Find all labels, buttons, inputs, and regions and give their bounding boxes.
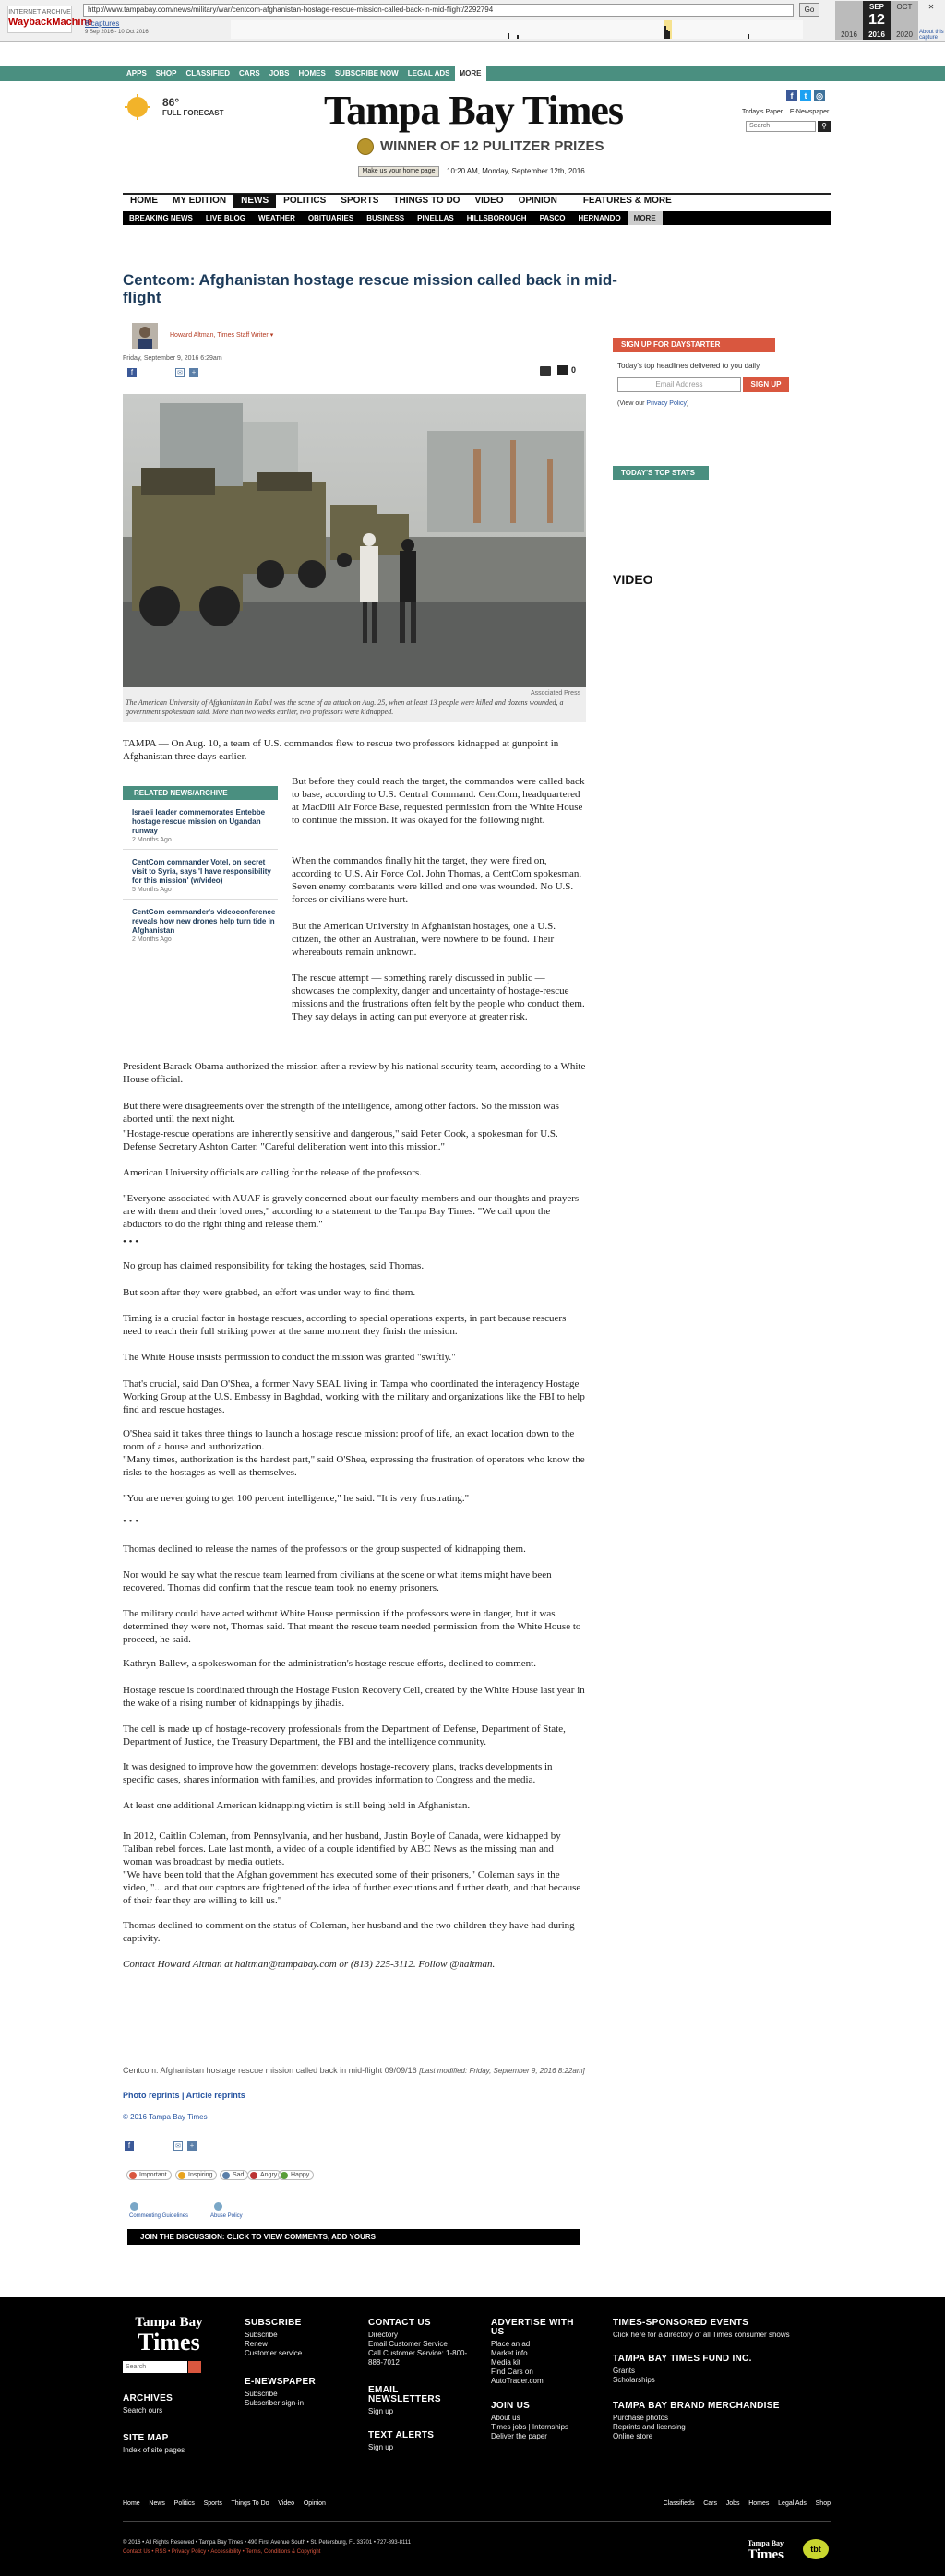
article-paragraph: The rescue attempt — something rarely discussed in public — showcases the complexity, danger and uncertainty of hostage-rescue missions and the frustrations often felt by the people who conduct them. They say delays in acting can put everyone at greater risk. (292, 972, 585, 1022)
reaction-label: Important (139, 2172, 167, 2178)
related-heading: RELATED NEWS/ARCHIVE (123, 786, 278, 800)
reaction-label: Angry (260, 2172, 278, 2178)
article-paragraph: That's crucial, said Dan O'Shea, a former Navy SEAL living in Tampa who coordinated the interagency Hostage Working Group at the U.S. Embassy in Baghdad, working with the military and organizations like the FBI to help find and rescue hostages. (123, 1378, 585, 1415)
footer-link[interactable]: Deliver the paper (491, 2432, 547, 2440)
footer-heading: TAMPA BAY TIMES FUND INC. (613, 2354, 752, 2364)
capture-bar[interactable] (668, 31, 670, 39)
site-footer (0, 2297, 945, 2576)
wayback-sparkline[interactable] (231, 20, 803, 39)
article-paragraph: But the American University in Afghanistan hostages, one a U.S. citizen, the other an Australian, were nowhere to be found. Their whereabouts remain unknown. (292, 921, 556, 958)
current-datetime: 10:20 AM, Monday, September 12th, 2016 (447, 167, 585, 175)
footer-link[interactable]: Media kit (491, 2358, 521, 2367)
topnav-item[interactable]: CARS (239, 69, 260, 78)
nav-politics[interactable]: POLITICS (283, 196, 327, 206)
subnav-item[interactable]: BREAKING NEWS (129, 214, 193, 222)
footer-nav-link[interactable]: News (149, 2500, 165, 2507)
footer-heading: ARCHIVES (123, 2393, 173, 2403)
article-lede: TAMPA — On Aug. 10, a team of U.S. commandos flew to rescue two professors kidnapped at gunpoint in Afghanistan three days earlier. (123, 738, 559, 762)
full-forecast-link[interactable]: FULL FORECAST (162, 109, 224, 117)
related-item-age: 2 Months Ago (132, 936, 172, 943)
wayback-go-button[interactable]: Go (799, 3, 819, 17)
footer-heading: CONTACT US (368, 2318, 431, 2328)
top-utility-nav (122, 66, 486, 81)
facebook-icon[interactable]: f (786, 90, 797, 101)
reaction-important[interactable] (126, 2170, 172, 2180)
section-divider: • • • (123, 1516, 139, 1527)
article-paragraph: O'Shea said it takes three things to launch a hostage rescue mission: proof of life, an exact location down to the room of a house and authorization. (123, 1428, 575, 1452)
privacy-policy-link[interactable]: Privacy Policy (646, 400, 687, 407)
footer-sitemap (123, 2434, 185, 2455)
footer-link[interactable]: Sign up (368, 2443, 394, 2451)
footer-heading: JOIN US (491, 2401, 531, 2411)
wayback-toolbar (0, 0, 945, 42)
footer-link[interactable]: Customer service (245, 2349, 303, 2357)
email-field[interactable]: Email Address (617, 377, 741, 392)
topnav-item[interactable]: SHOP (155, 69, 177, 78)
search-icon[interactable] (188, 2361, 201, 2373)
share-more-icon[interactable]: + (187, 2141, 197, 2151)
signup-button[interactable]: SIGN UP (743, 377, 789, 392)
article-paragraph: Nor would he say what the rescue team learned from civilians at the scene or what items might have been recovered. Thomas did confirm that the rescue team took no enemy prisoners. (123, 1569, 552, 1593)
abuse-policy-link[interactable]: Abuse Policy (210, 2213, 243, 2219)
article-paragraph: "Hostage-rescue operations are inherently sensitive and dangerous," said Peter Cook, a spokesman for U.S. Defense Secretary Ashton Carter. "Careful deliberation went into this mission." (123, 1128, 558, 1152)
footer-heading: ADVERTISE WITH US (491, 2318, 574, 2337)
wayback-logo[interactable]: INTERNET ARCHIVE WaybackMachine (7, 6, 72, 33)
instagram-icon[interactable]: ◎ (814, 90, 825, 101)
topnav-item[interactable]: JOBS (269, 69, 290, 78)
nav-things-to-do[interactable]: THINGS TO DO (393, 196, 461, 206)
topnav-item[interactable]: CLASSIFIED (185, 69, 231, 78)
capture-bar[interactable] (666, 30, 668, 39)
footer-link[interactable]: Index of site pages (123, 2446, 185, 2454)
footer-bottom-nav (123, 2500, 831, 2511)
wayback-captures-link[interactable]: 8 captures (85, 19, 120, 28)
article-headline: Centcom: Afghanistan hostage rescue mission called back in mid-flight (123, 271, 617, 306)
article-paragraph: But soon after they were grabbed, an effort was under way to find them. (123, 1287, 416, 1298)
video-heading: VIDEO (613, 572, 653, 587)
nav-features[interactable]: FEATURES & MORE (582, 196, 672, 206)
footer-logo-line2: Times (138, 2329, 200, 2355)
footer-fund (613, 2355, 834, 2385)
todays-paper-link[interactable]: Today's Paper (742, 109, 784, 115)
footer-heading: SITE MAP (123, 2433, 169, 2443)
article-paragraph: Thomas declined to release the names of the professors or the group suspected of kidnapping them. (123, 1544, 526, 1555)
related-item-title[interactable]: Israeli leader commemorates Entebbe hostage rescue mission on Ugandan runway (132, 808, 266, 835)
subnav-more[interactable]: MORE (628, 211, 663, 225)
wayback-cal-day: 12 (868, 12, 885, 28)
last-modified: [Last modified: Friday, September 9, 2016 8:22am] (419, 2067, 585, 2075)
capture-bar[interactable] (508, 33, 509, 39)
info-icon (214, 2202, 222, 2211)
nav-video[interactable]: VIDEO (474, 196, 504, 206)
footer-enewspaper (245, 2378, 316, 2408)
footer-nav-link[interactable]: Classifieds (663, 2500, 695, 2507)
wayback-calendar (835, 1, 918, 40)
footer-link[interactable]: Place an ad (491, 2340, 531, 2348)
copyright-link[interactable]: © 2016 Tampa Bay Times (123, 2113, 208, 2121)
paper-links (742, 109, 829, 115)
facebook-share-icon[interactable]: f (127, 368, 137, 377)
subnav-item[interactable]: HILLSBOROUGH (466, 214, 527, 222)
footer-heading: TEXT ALERTS (368, 2430, 435, 2440)
footer-heading: TAMPA BAY BRAND MERCHANDISE (613, 2401, 780, 2411)
footer-search-input[interactable]: Search (123, 2361, 187, 2373)
article-paragraph: The White House insists permission to conduct the mission was granted "swiftly." (123, 1352, 456, 1363)
footer-archives (123, 2394, 173, 2415)
privacy-pre: (View our (617, 400, 645, 407)
footer-copyright: © 2016 • All Rights Reserved • Tampa Bay Times • 490 First Avenue South • St. Petersburg, FL 33701 • 727-893-8111 (123, 2540, 412, 2546)
article-paragraph: The cell is made up of hostage-recovery professionals from the Department of Defense, Department of State, Department of Justice, the Treasury Department, the FBI and the intelligence community. (123, 1723, 566, 1747)
photo-caption: The American University of Afghanistan in Kabul was the scene of an attack on Aug. 25, when at least 13 people were killed and dozens wounded, a government spokesman said. More than two weeks earlier, two professors were kidnapped. (126, 698, 564, 716)
commenting-guidelines-link[interactable]: Commenting Guidelines (129, 2213, 189, 2219)
pulitzer-medal-icon (357, 138, 374, 155)
reaction-happy[interactable] (278, 2170, 314, 2180)
email-share-icon[interactable]: ✉ (175, 368, 185, 377)
article-paragraph: It was designed to improve how the government develops hostage-recovery plans, tracks developments in specific cases, shares information with families, and provides information to Congress and the media. (123, 1761, 553, 1785)
masthead-logo[interactable]: Tampa Bay Times (323, 88, 624, 133)
related-item[interactable] (123, 808, 278, 850)
article-paragraph: "Many times, authorization is the hardest part," said O'Shea, expressing the frustration of operators who know the risks to the hostages as well as themselves. (123, 1454, 585, 1478)
reprints-links[interactable]: Photo reprints | Article reprints (123, 2091, 245, 2100)
footer-logo-line1: Tampa Bay (135, 2315, 203, 2330)
footer-nav-link[interactable]: Opinion (303, 2500, 326, 2507)
pulitzer-banner: WINNER OF 12 PULITZER PRIZES (380, 138, 604, 154)
footer-link[interactable]: About us (491, 2414, 520, 2422)
reaction-sad[interactable] (220, 2170, 248, 2180)
topnav-item[interactable]: HOMES (298, 69, 326, 78)
article-paragraph: Kathryn Ballew, a spokeswoman for the administration's hostage rescue efforts, declined to comment. (123, 1658, 536, 1669)
capture-bar[interactable] (517, 35, 519, 39)
subnav-item[interactable]: BUSINESS (366, 214, 405, 222)
footer-link[interactable]: Renew (245, 2340, 268, 2348)
footer-link[interactable]: Subscribe (245, 2390, 278, 2398)
nav-news[interactable]: NEWS (233, 194, 276, 208)
article-paragraph: President Barack Obama authorized the mission after a review by his national security team, according to a White House official. (123, 1061, 586, 1085)
footer-logo-small[interactable] (748, 2537, 784, 2561)
topnav-item[interactable]: LEGAL ADS (407, 69, 450, 78)
section-divider: • • • (123, 1236, 139, 1247)
footer-events (613, 2319, 834, 2340)
subnav-item[interactable]: PINELLAS (417, 214, 454, 222)
footer-nav-link[interactable]: Cars (703, 2500, 717, 2507)
article-paragraph: In 2012, Caitlin Coleman, from Pennsylvania, and her husband, Justin Boyle of Canada, were kidnapped by Taliban rebel forces. Late last month, a video of a couple identified by ABC News as the missing man and woman was broadcast by media outlets. (123, 1831, 561, 1867)
article-paragraph: No group has claimed responsibility for taking the hostages, said Thomas. (123, 1260, 425, 1271)
nav-sports[interactable]: SPORTS (341, 196, 379, 206)
footer-logo[interactable] (123, 2312, 215, 2353)
footer-link[interactable]: Purchase photos (613, 2414, 669, 2422)
wayback-about-link[interactable]: About this capture (919, 30, 944, 41)
footer-link[interactable]: Market info (491, 2349, 528, 2357)
related-item-age: 5 Months Ago (132, 887, 172, 893)
article-footer-title (123, 2065, 586, 2077)
footer-email-newsletters (368, 2386, 470, 2416)
footer-nav-right (664, 2500, 831, 2507)
related-item[interactable] (123, 858, 278, 900)
author-byline[interactable] (170, 331, 273, 339)
capture-bar[interactable] (748, 34, 749, 39)
footer-link[interactable]: Subscribe (245, 2331, 278, 2339)
article-paragraph: "You are never going to get 100 percent intelligence," he said. "It is very frustrating." (123, 1493, 470, 1504)
footer-subscribe (245, 2319, 302, 2358)
footer-logo-small-line2: Times (748, 2547, 784, 2562)
facebook-share-icon[interactable]: f (125, 2141, 134, 2151)
footer-heading: E-NEWSPAPER (245, 2377, 317, 2387)
footer-nav-link[interactable]: Legal Ads (778, 2500, 807, 2507)
search-input[interactable]: Search (746, 121, 816, 132)
footer-legal-links[interactable]: Contact Us • RSS • Privacy Policy • Accessibility • Terms, Conditions & Copyright (123, 2549, 321, 2555)
footer-logo-small-line1: Tampa Bay (748, 2539, 784, 2547)
footer-heading: TIMES-SPONSORED EVENTS (613, 2318, 749, 2328)
twitter-icon[interactable]: t (800, 90, 811, 101)
privacy-post: ) (686, 400, 689, 407)
footer-nav-link[interactable]: Jobs (725, 2500, 740, 2507)
reaction-label: Happy (291, 2172, 310, 2178)
footer-nav-link[interactable]: Video (278, 2500, 295, 2507)
topnav-item[interactable]: SUBSCRIBE NOW (334, 69, 399, 78)
wayback-cal-prev-month[interactable]: SEP (868, 3, 884, 11)
footer-nav-link[interactable]: Sports (203, 2500, 222, 2507)
privacy-note (617, 400, 688, 407)
footer-link[interactable]: Subscriber sign-in (245, 2399, 305, 2407)
wayback-capture-range: 9 Sep 2016 - 10 Oct 2016 (85, 30, 149, 35)
footer-heading: EMAIL NEWSLETTERS (368, 2385, 441, 2404)
reaction-angry[interactable] (247, 2170, 281, 2180)
footer-link[interactable]: Search ours (123, 2406, 163, 2415)
reaction-label: Inspiring (188, 2172, 213, 2178)
article-paragraph: The military could have acted without White House permission if the professors were in danger, but it was determined they were not, Thomas said. That meant the rescue team needed permission from the White House to proceed, he said. (123, 1608, 581, 1645)
article-paragraph: Hostage rescue is coordinated through the Hostage Fusion Recovery Cell, created by the White House last year in the wake of a rising number of kidnappings by jihadis. (123, 1685, 585, 1709)
article-paragraph: At least one additional American kidnapping victim is still being held in Afghanistan. (123, 1800, 471, 1811)
related-item[interactable] (123, 908, 278, 948)
subnav-item[interactable]: PASCO (539, 214, 566, 222)
reaction-inspiring[interactable] (175, 2170, 217, 2180)
search-icon[interactable]: ⚲ (818, 121, 831, 132)
wayback-cal-year-next[interactable]: 2020 (896, 30, 913, 39)
wayback-cal-year-prev[interactable]: 2016 (841, 30, 857, 39)
article-paragraph: Contact Howard Altman at haltman@tampabay.com or (813) 225-3112. Follow @haltman. (123, 1959, 496, 1970)
footer-link[interactable]: Call Customer Service: 1-800-888-7012 (368, 2349, 468, 2367)
subnav-item[interactable]: LIVE BLOG (205, 214, 246, 222)
subnav-item[interactable]: HERNANDO (578, 214, 621, 222)
footer-link[interactable]: Scholarships (613, 2376, 655, 2384)
footer-link[interactable]: Email Customer Service (368, 2340, 448, 2348)
subnav-item[interactable]: OBITUARIES (307, 214, 354, 222)
article-paragraph: American University officials are calling for the release of the professors. (123, 1167, 422, 1178)
publish-date: Friday, September 9, 2016 6:29am (123, 355, 222, 362)
enewspaper-link[interactable]: E-Newspaper (789, 109, 830, 115)
email-share-icon[interactable]: ✉ (173, 2141, 183, 2151)
article-paragraph: Timing is a crucial factor in hostage rescues, according to special operations experts, in part because rescuers need to reach their full striking power at the same moment they finish the mission. (123, 1313, 567, 1337)
top-stats-heading: TODAY'S TOP STATS (613, 466, 709, 480)
share-more-icon[interactable]: + (189, 368, 198, 377)
main-nav (123, 193, 831, 207)
chevron-down-icon: ▾ (269, 332, 274, 339)
article-paragraph: "We have been told that the Afghan government has executed some of their prisoners," Coleman says in the video, "... and that our captors are frightened of the idea of further executions and further death, and that because of their fear they are willing to kill us." (123, 1869, 581, 1906)
footer-join (491, 2402, 574, 2441)
footer-title-text: Centcom: Afghanistan hostage rescue mission called back in mid-flight 09/09/16 (123, 2066, 417, 2075)
footer-heading: SUBSCRIBE (245, 2318, 302, 2328)
wayback-cal-next-month[interactable]: OCT (896, 3, 913, 11)
daystarter-text: Today's top headlines delivered to you daily. (617, 362, 761, 370)
close-icon[interactable]: ✕ (927, 3, 935, 11)
related-item-title[interactable]: CentCom commander's videoconference reveals how new drones help turn tide in Afghanistan (132, 908, 276, 935)
related-item-title[interactable]: CentCom commander Votel, on secret visit to Syria, says 'I have responsibility for this mission' (w/video) (132, 858, 271, 885)
footer-nav-link[interactable]: Homes (748, 2500, 770, 2507)
tbt-logo[interactable]: tbt (803, 2539, 829, 2559)
nav-opinion[interactable]: OPINION (518, 196, 557, 206)
topnav-item[interactable]: APPS (126, 69, 147, 78)
social-links (786, 90, 825, 101)
nav-home[interactable]: HOME (130, 196, 158, 206)
info-icon (130, 2202, 138, 2211)
footer-advertise (491, 2319, 574, 2386)
print-icon[interactable] (540, 366, 551, 376)
wayback-url-input[interactable]: http://www.tampabay.com/news/military/war/centcom-afghanistan-hostage-rescue-mission-called-back-in-mid-flight/2292794 (83, 4, 794, 17)
article-paragraph: "Everyone associated with AUAF is gravely concerned about our faculty members and our thoughts and prayers are with them and their loved ones," according to a statement to the Tampa Bay Times. "We call upon the abductors to do the right thing and release them." (123, 1193, 580, 1230)
topnav-more[interactable]: MORE (455, 66, 486, 81)
related-news-box (123, 786, 278, 996)
make-homepage-button[interactable]: Make us your home page (358, 166, 439, 177)
article-paragraph: Thomas declined to comment on the status of Coleman, her husband and the two children they have had during captivity. (123, 1920, 575, 1944)
photo-credit: Associated Press (531, 690, 581, 697)
footer-link[interactable]: Directory (368, 2331, 399, 2339)
footer-contact (368, 2319, 470, 2367)
daystarter-heading: SIGN UP FOR DAYSTARTER (613, 338, 775, 352)
capture-bar[interactable] (664, 26, 666, 39)
weather-temp: 86° (162, 96, 180, 109)
footer-link[interactable]: Click here for a directory of all Times consumer shows (613, 2331, 790, 2339)
footer-merch (613, 2402, 834, 2441)
footer-divider (123, 2521, 831, 2522)
related-item-age: 2 Months Ago (132, 837, 172, 843)
footer-nav-link[interactable]: Politics (173, 2500, 195, 2507)
nav-my-edition[interactable]: MY EDITION (173, 196, 227, 206)
article-paragraph: When the commandos finally hit the target, they were fired on, according to U.S. Air Force Col. John Thomas, a CentCom spokesman. Seven enemy combatants were killed and one was wounded. No U.S. forces or civilians were hurt. (292, 855, 582, 905)
comment-count[interactable]: 0 (571, 365, 577, 375)
article-paragraph: But there were disagreements over the strength of the intelligence, among other factors. So the mission was aborted until the next night. (123, 1101, 559, 1125)
sub-nav (123, 211, 831, 225)
footer-link[interactable]: Grants (613, 2367, 636, 2375)
footer-link[interactable]: Reprints and licensing (613, 2423, 686, 2431)
footer-nav-link[interactable]: Things To Do (231, 2500, 269, 2507)
footer-link[interactable]: Online store (613, 2432, 653, 2440)
footer-nav-link[interactable]: Shop (815, 2500, 831, 2507)
footer-link[interactable]: Sign up (368, 2407, 394, 2415)
comment-icon[interactable] (557, 365, 568, 375)
article-photo[interactable] (123, 394, 586, 687)
wayback-cal-year-cur: 2016 (868, 30, 885, 39)
author-name[interactable]: Howard Altman, Times Staff Writer (170, 332, 269, 339)
subnav-item[interactable]: WEATHER (258, 214, 295, 222)
join-discussion-button[interactable]: JOIN THE DISCUSSION: CLICK TO VIEW COMMENTS, ADD YOURS (127, 2229, 580, 2245)
sun-icon (123, 94, 152, 120)
reaction-label: Sad (233, 2172, 245, 2178)
footer-text-alerts (368, 2431, 470, 2452)
footer-link[interactable]: Find Cars on AutoTrader.com (491, 2367, 544, 2385)
footer-link[interactable]: Times jobs | Internships (491, 2423, 569, 2431)
article-paragraph: But before they could reach the target, the commandos were called back to base, according to U.S. Central Command. CentCom, headquartered at MacDill Air Force Base, requested permission from the White House to continue the mission. It was okayed for the following night. (292, 776, 585, 826)
footer-nav-link[interactable]: Home (123, 2500, 140, 2507)
author-avatar (132, 323, 158, 349)
